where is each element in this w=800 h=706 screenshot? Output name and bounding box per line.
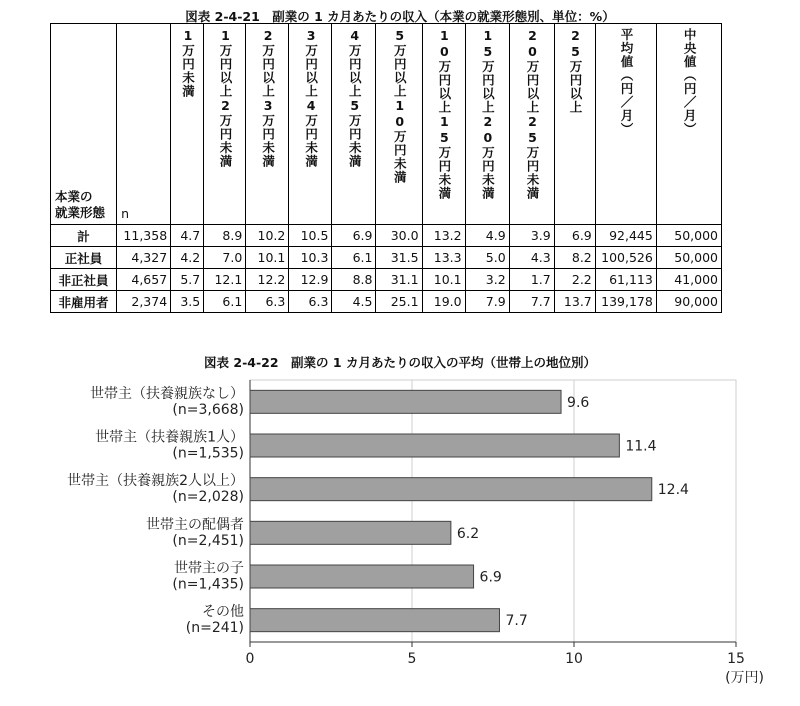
column-header-label: 3万円以上4万円未満 [303, 28, 319, 168]
bar-value-label: 7.7 [505, 613, 528, 630]
bar [250, 434, 619, 457]
table-row [51, 247, 722, 269]
table-cell: 10.2 [246, 225, 289, 247]
bar [250, 390, 561, 413]
column-header-label: 4万円以上5万円未満 [347, 28, 363, 168]
table-cell: 92,445 [595, 225, 656, 247]
table-cell: 6.9 [332, 225, 376, 247]
category-n-label: (n=3,668) [172, 401, 244, 418]
bar [250, 478, 652, 501]
row-n: 11,358 [117, 225, 171, 247]
column-header-label: 15万円以上20万円未満 [480, 28, 496, 200]
table-cell: 4.5 [332, 291, 376, 313]
bar-value-label: 6.9 [479, 569, 502, 586]
category-label: 世帯主の子 [174, 560, 244, 577]
table-cell: 3.2 [465, 269, 509, 291]
column-header-label: 20万円以上25万円未満 [524, 28, 540, 200]
row-n: 2,374 [117, 291, 171, 313]
table-cell: 7.9 [465, 291, 509, 313]
column-header-label: 1万円以上2万円未満 [218, 28, 233, 168]
category-label: その他 [202, 604, 244, 621]
n-header: n [121, 206, 130, 221]
table-cell: 10.1 [422, 269, 465, 291]
table-cell: 13.3 [422, 247, 465, 269]
table-cell: 12.1 [204, 269, 246, 291]
column-header-label: 10万円以上15万円未満 [436, 28, 452, 200]
income-bar-chart [0, 370, 800, 706]
table-row [51, 291, 722, 313]
column-header-3 [246, 24, 289, 225]
category-n-label: (n=2,028) [172, 489, 244, 506]
table-cell: 7.0 [204, 247, 246, 269]
table-cell: 41,000 [656, 269, 721, 291]
category-n-label: (n=241) [185, 620, 244, 637]
column-header-6 [376, 24, 422, 225]
row-n: 4,657 [117, 269, 171, 291]
table-cell: 8.8 [332, 269, 376, 291]
row-label: 非正社員 [51, 269, 117, 291]
column-header-label: 25万円以上 [567, 28, 583, 114]
category-label: 世帯主（扶養親族2人以上） [67, 473, 244, 490]
table-cell: 5.0 [465, 247, 509, 269]
category-label: 世帯主（扶養親族なし） [90, 385, 244, 402]
column-header-4 [289, 24, 332, 225]
table-cell: 61,113 [595, 269, 656, 291]
table-cell: 6.1 [332, 247, 376, 269]
bar-value-label: 11.4 [625, 438, 657, 455]
table-cell: 4.3 [509, 247, 554, 269]
table-cell: 6.9 [554, 225, 595, 247]
table-cell: 31.5 [376, 247, 422, 269]
column-header-label: 平均値（円／月） [619, 28, 635, 136]
x-tick-label: 5 [407, 651, 417, 667]
column-header-2 [204, 24, 246, 225]
row-label: 計 [51, 225, 117, 247]
column-header-12 [656, 24, 721, 225]
table-cell: 13.2 [422, 225, 465, 247]
table-cell: 4.9 [465, 225, 509, 247]
table-title: 図表 2-4-21 副業の 1 カ月あたりの収入（本業の就業形態別、単位：%） [185, 9, 615, 24]
plot-frame [250, 380, 736, 642]
column-header-label: 中央値（円／月） [682, 28, 698, 136]
chart-title: 図表 2-4-22 副業の 1 カ月あたりの収入の平均（世帯上の地位別） [204, 355, 596, 370]
table-cell: 10.3 [289, 247, 332, 269]
column-header-11 [595, 24, 656, 225]
bar-value-label: 12.4 [657, 482, 689, 499]
table-row [51, 269, 722, 291]
table-cell: 7.7 [509, 291, 554, 313]
row-n: 4,327 [117, 247, 171, 269]
column-header-10 [554, 24, 595, 225]
table-header-row [51, 24, 722, 225]
column-header-8 [465, 24, 509, 225]
table-cell: 12.9 [289, 269, 332, 291]
table-cell: 30.0 [376, 225, 422, 247]
column-header-1 [171, 24, 204, 225]
n-header-cell [117, 24, 171, 225]
column-header-7 [422, 24, 465, 225]
table-cell: 6.3 [289, 291, 332, 313]
category-n-label: (n=1,535) [172, 445, 244, 462]
table-cell: 8.9 [204, 225, 246, 247]
table-cell: 25.1 [376, 291, 422, 313]
table-cell: 4.2 [171, 247, 204, 269]
table-cell: 50,000 [656, 225, 721, 247]
row-header-cell [51, 24, 117, 225]
column-header-label: 1万円未満 [180, 28, 196, 98]
income-table [50, 23, 722, 313]
table-cell: 19.0 [422, 291, 465, 313]
table-cell: 6.3 [246, 291, 289, 313]
table-cell: 10.1 [246, 247, 289, 269]
column-header-9 [509, 24, 554, 225]
table-cell: 4.7 [171, 225, 204, 247]
category-n-label: (n=2,451) [172, 532, 244, 549]
column-header-5 [332, 24, 376, 225]
table-cell: 90,000 [656, 291, 721, 313]
bar-value-label: 6.2 [456, 525, 480, 542]
table-cell: 3.9 [509, 225, 554, 247]
table-cell: 8.2 [554, 247, 595, 269]
row-header-line2: 就業形態 [55, 204, 106, 220]
column-header-label: 2万円以上3万円未満 [260, 28, 276, 168]
category-label: 世帯主の配偶者 [146, 516, 244, 533]
bar [250, 521, 451, 544]
table-cell: 50,000 [656, 247, 721, 269]
table-cell: 3.5 [171, 291, 204, 313]
x-tick-label: 0 [245, 651, 255, 667]
bar-value-label: 9.6 [567, 394, 590, 411]
column-header-label: 5万円以上10万円未満 [392, 28, 408, 184]
table-cell: 10.5 [289, 225, 332, 247]
table-cell: 12.2 [246, 269, 289, 291]
table-cell: 1.7 [509, 269, 554, 291]
table-cell: 31.1 [376, 269, 422, 291]
category-n-label: (n=1,435) [172, 576, 244, 593]
table-cell: 139,178 [595, 291, 656, 313]
bar [250, 565, 474, 588]
row-header-line1: 本業の [55, 188, 93, 204]
table-cell: 100,526 [595, 247, 656, 269]
x-tick-label: 10 [565, 651, 583, 667]
x-unit-label: (万円) [725, 670, 764, 686]
table-cell: 5.7 [171, 269, 204, 291]
row-label: 正社員 [51, 247, 117, 269]
bar [250, 609, 499, 632]
category-label: 世帯主（扶養親族1人） [95, 429, 244, 446]
x-tick-label: 15 [727, 651, 745, 667]
table-cell: 13.7 [554, 291, 595, 313]
table-cell: 6.1 [204, 291, 246, 313]
row-label: 非雇用者 [51, 291, 117, 313]
table-cell: 2.2 [554, 269, 595, 291]
table-row [51, 225, 722, 247]
